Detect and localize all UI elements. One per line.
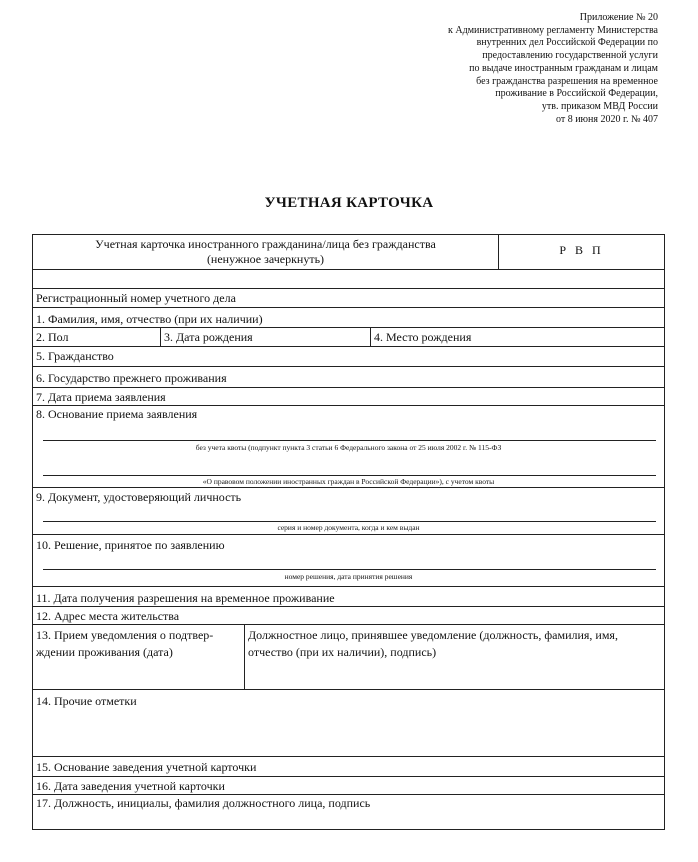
field-other-notes[interactable] <box>33 689 664 756</box>
field-label: 7. Дата приема заявления <box>36 390 166 404</box>
appendix-line: предоставлению государственной услуги <box>482 50 658 62</box>
header-line2: (ненужное зачеркнуть) <box>206 252 325 266</box>
header-code-cell <box>498 235 664 269</box>
field-label-line: Должностное лицо, принявшее уведомление (должность, фамилия, имя, <box>248 628 618 642</box>
appendix-line: Приложение № 20 <box>579 12 658 23</box>
document-title: УЧЕТНАЯ КАРТОЧКА <box>264 195 434 211</box>
field-label: 12. Адрес места жительства <box>36 609 180 623</box>
field-label-line: отчество (при их наличии), подпись) <box>248 645 437 659</box>
field-sex[interactable] <box>33 328 160 346</box>
field-application-basis[interactable] <box>33 405 664 487</box>
field-label: 14. Прочие отметки <box>36 694 137 708</box>
appendix-line: утв. приказом МВД России <box>541 100 658 112</box>
fill-line <box>43 569 656 570</box>
field-label: 5. Гражданство <box>36 349 114 363</box>
field-hint: «О правовом положении иностранных граждан в Российской Федерации»), с учетом квоты <box>202 477 495 486</box>
field-official-accepted[interactable] <box>244 625 664 689</box>
registration-card-form <box>32 234 665 830</box>
appendix-line: проживание в Российской Федерации, <box>495 88 658 100</box>
field-label <box>33 625 244 663</box>
field-permit-date[interactable] <box>33 586 664 606</box>
field-label: 10. Решение, принятое по заявлению <box>36 538 225 552</box>
field-previous-country[interactable] <box>33 366 664 387</box>
header-title-cell <box>33 235 498 269</box>
field-identity-document[interactable] <box>33 487 664 534</box>
field-label: 4. Место рождения <box>374 330 472 344</box>
field-label: 11. Дата получения разрешения на временное проживание <box>36 591 335 605</box>
field-label: 6. Государство прежнего проживания <box>36 371 227 385</box>
appendix-block <box>378 12 658 126</box>
appendix-line: внутренних дел Российской Федерации по <box>476 37 658 49</box>
field-residence-address[interactable] <box>33 606 664 624</box>
field-full-name[interactable] <box>33 307 664 327</box>
field-label <box>245 625 664 663</box>
field-birth-date[interactable] <box>160 328 370 346</box>
field-label: 15. Основание заведения учетной карточки <box>36 760 257 774</box>
appendix-line: без гражданства разрешения на временное <box>476 75 658 87</box>
field-label: 9. Документ, удостоверяющий личность <box>36 490 242 504</box>
field-label: 2. Пол <box>36 330 69 344</box>
field-row-sex-dob-birthplace <box>33 327 664 346</box>
field-label: 16. Дата заведения учетной карточки <box>36 779 225 793</box>
header-line1: Учетная карточка иностранного гражданина/лица без гражданства <box>95 237 436 251</box>
field-decision[interactable] <box>33 534 664 586</box>
field-birth-place[interactable] <box>370 328 664 346</box>
field-label: 1. Фамилия, имя, отчество (при их наличии) <box>36 312 263 326</box>
field-application-date[interactable] <box>33 387 664 405</box>
field-reg-number[interactable] <box>33 288 664 307</box>
field-label: 8. Основание приема заявления <box>36 407 198 421</box>
field-row-notification <box>33 624 664 689</box>
fill-line <box>43 521 656 522</box>
field-card-basis[interactable] <box>33 756 664 776</box>
field-notification-date[interactable] <box>33 625 244 689</box>
fill-line <box>43 475 656 476</box>
appendix-line: по выдаче иностранным гражданам и лицам <box>469 62 658 74</box>
field-label: Регистрационный номер учетного дела <box>36 291 236 305</box>
blank-row <box>33 269 664 288</box>
field-hint: серия и номер документа, когда и кем выдан <box>277 523 420 532</box>
field-label-line: 13. Прием уведомления о подтвер- <box>36 628 214 642</box>
field-label: 17. Должность, инициалы, фамилия должностного лица, подпись <box>36 796 371 810</box>
header-row <box>33 235 664 269</box>
field-label: 3. Дата рождения <box>164 330 253 344</box>
field-label-line: ждении проживания (дата) <box>36 645 173 659</box>
field-official-signature[interactable] <box>33 794 664 831</box>
field-hint: номер решения, дата принятия решения <box>284 572 413 581</box>
field-citizenship[interactable] <box>33 346 664 366</box>
appendix-line: к Административному регламенту Министерства <box>448 24 658 36</box>
field-hint: без учета квоты (подпункт пункта 3 статьи 6 Федерального закона от 25 июля 2002 г. № 115-ФЗ <box>195 443 502 452</box>
fill-line <box>43 440 656 441</box>
appendix-line: от 8 июня 2020 г. № 407 <box>555 113 658 125</box>
card-code: Р В П <box>559 243 604 257</box>
field-card-date[interactable] <box>33 776 664 794</box>
